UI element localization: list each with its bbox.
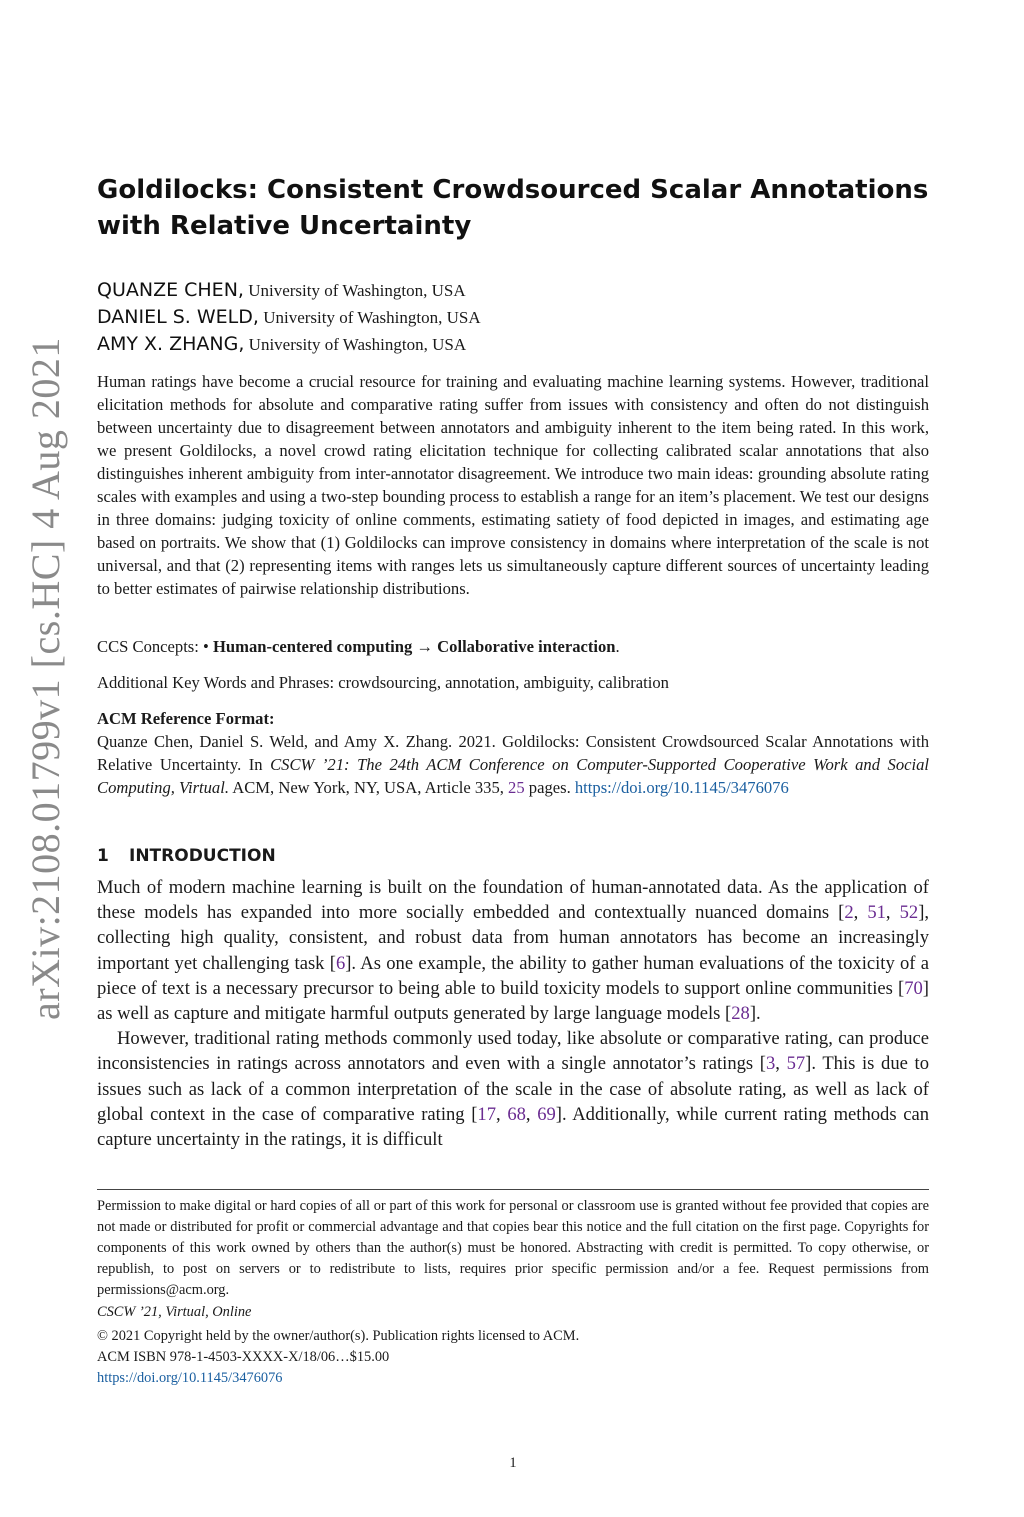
author-name: DANIEL S. WELD, bbox=[97, 306, 259, 328]
citation-link[interactable]: 28 bbox=[731, 1003, 750, 1025]
author-entry bbox=[97, 277, 929, 304]
isbn-line: ACM ISBN 978-1-4503-XXXX-X/18/06…$15.00 bbox=[97, 1349, 390, 1365]
footnote-doi-link[interactable]: https://doi.org/10.1145/3476076 bbox=[97, 1370, 283, 1386]
text-run: ]. bbox=[749, 1003, 761, 1025]
acm-reference-heading: ACM Reference Format: bbox=[97, 709, 275, 728]
acm-reference-publisher: ACM, New York, NY, USA, Article 335, bbox=[229, 778, 509, 797]
text-run: Much of modern machine learning is built on the foundation of human-annotated data. As the application of these models has expanded into more socially embedded and contextually nuanced domains [ bbox=[97, 877, 929, 924]
page-number: 1 bbox=[509, 1455, 517, 1471]
citation-link[interactable]: 52 bbox=[899, 902, 919, 924]
permission-notice: Permission to make digital or hard copies of all or part of this work for personal or classroom use is granted without fee provided that copies are not made or distributed for profit or commercial advantage and that copies bear this notice and the full citation on the first page. Copyrights for components of this work owned by others than the author(s) must be honored. Abstracting with credit is permitted. To copy otherwise, or republish, to post on servers or to redistribute to lists, requires prior specific permission and/or a fee. Request permissions from permissions@acm.org. bbox=[97, 1198, 929, 1298]
footnote-divider bbox=[97, 1189, 929, 1190]
text-run: ]. Additionally, while current rating methods can capture uncertainty in the ratings, it is difficult bbox=[97, 1103, 930, 1151]
author-affiliation: University of Washington, USA bbox=[258, 308, 481, 327]
page-count-link[interactable]: 25 bbox=[508, 778, 525, 797]
paragraph: Much of modern machine learning is built on the foundation of human-annotated data. As the application of these models has expanded into more socially embedded and contextually nuanced domains [2, 51, 52], collecting high quality, consistent, and robust data from human annotators has become an increasingly important yet challenging task [6]. As one example, the ability to gather human evaluations of the toxicity of a piece of text is a necessary precursor to being able to build toxicity models to support online communities [70] as well as capture and mitigate harmful outputs generated by large language models [28]. bbox=[97, 877, 930, 1025]
text-run: ] as well as capture and mitigate harmful outputs generated by large language models [ bbox=[97, 977, 929, 1025]
author-affiliation: University of Washington, USA bbox=[243, 281, 466, 300]
author-entry bbox=[97, 331, 929, 358]
introduction-body bbox=[97, 875, 929, 1152]
section-title: INTRODUCTION bbox=[129, 846, 276, 866]
author-name: AMY X. ZHANG, bbox=[97, 333, 245, 355]
citation-link[interactable]: 2 bbox=[844, 902, 854, 924]
acm-reference-text: Quanze Chen, Daniel S. Weld, and Amy X. Zhang. 2021. Goldilocks: Consistent Crowdsourced Scalar Annotations with Relative Uncertainty. In bbox=[97, 732, 929, 774]
doi-link[interactable]: https://doi.org/10.1145/3476076 bbox=[574, 778, 789, 797]
ccs-concepts bbox=[97, 635, 929, 658]
ccs-end: . bbox=[615, 637, 620, 656]
ccs-subconcept: Collaborative interaction bbox=[437, 637, 616, 656]
text-run: ]. This is due to issues such as lack of a common interpretation of the scale in the case of absolute rating, as well as lack of global context in the case of comparative rating [ bbox=[97, 1053, 929, 1125]
paragraph: However, traditional rating methods commonly used today, like absolute or comparative rating, can produce inconsistencies in ratings across annotators and even with a single annotator’s ratings [3, 57]. This is due to issues such as lack of a common interpretation of the scale in the case of absolute rating, as well as lack of global context in the case of comparative rating [17, 68, 69]. Additionally, while current rating methods can capture uncertainty in the ratings, it is difficult bbox=[97, 1028, 930, 1151]
pages-label: pages. bbox=[524, 778, 575, 797]
author-name: QUANZE CHEN, bbox=[97, 279, 244, 301]
text-run: ], collecting high quality, consistent, and robust data from human annotators has become an increasingly important yet challenging task [ bbox=[97, 902, 930, 974]
abstract: Human ratings have become a crucial resource for training and evaluating machine learning systems. However, traditional elicitation methods for absolute and comparative rating suffer from issues with consistency and often do not distinguish between uncertainty due to disagreement between annotators and ambiguity inherent to the item being rated. In this work, we present Goldilocks, a novel crowd rating elicitation technique for collecting calibrated scalar annotations that also distinguishes inherent ambiguity from inter-annotator disagreement. We introduce two main ideas: grounding absolute rating scales with examples and using a two-step bounding process to establish a range for an item’s placement. We test our designs in three domains: judging toxicity of online comments, estimating satiety of food depicted in images, and estimating age based on portraits. We show that (1) Goldilocks can improve consistency in domains where interpretation of the scale is not universal, and that (2) representing items with ranges lets us simultaneously capture different sources of uncertainty leading to better estimates of pairwise relationship distributions. bbox=[97, 372, 929, 598]
section-number: 1 bbox=[97, 846, 109, 866]
author-affiliation: University of Washington, USA bbox=[244, 335, 467, 354]
citation-link[interactable]: 51 bbox=[867, 902, 886, 924]
citation-link[interactable]: 3 bbox=[765, 1053, 776, 1075]
citation-link[interactable]: 57 bbox=[786, 1053, 806, 1075]
text-run: ]. As one example, the ability to gather human evaluations of the toxicity of a piece of text is a necessary precursor to being able to build toxicity models to support online communities [ bbox=[97, 952, 929, 999]
ccs-concept: Human-centered computing bbox=[213, 637, 413, 656]
citation-link[interactable]: 70 bbox=[904, 977, 923, 999]
copyright-line: © 2021 Copyright held by the owner/author(s). Publication rights licensed to ACM. bbox=[97, 1328, 580, 1344]
acm-reference-format bbox=[97, 707, 929, 799]
paper-title: Goldilocks: Consistent Crowdsourced Scalar Annotations with Relative Uncertainty bbox=[97, 175, 929, 241]
citation-link[interactable]: 17 bbox=[477, 1103, 497, 1125]
citation-link[interactable]: 68 bbox=[507, 1103, 526, 1125]
citation-link[interactable]: 6 bbox=[335, 952, 346, 974]
ccs-arrow: → bbox=[412, 637, 438, 656]
conference-line: CSCW ’21, Virtual, Online bbox=[97, 1304, 252, 1320]
author-entry bbox=[97, 304, 929, 331]
keywords: Additional Key Words and Phrases: crowdsourcing, annotation, ambiguity, calibration bbox=[97, 673, 669, 692]
text-run: However, traditional rating methods commonly used today, like absolute or comparative rating, can produce inconsistencies in ratings across annotators and even with a single annotator’s ratings [ bbox=[97, 1028, 929, 1075]
acm-reference-venue: CSCW ’21: The 24th ACM Conference on Computer-Supported Cooperative Work and Social Computing, Virtual. bbox=[97, 755, 929, 797]
citation-link[interactable]: 69 bbox=[537, 1103, 556, 1125]
arxiv-identifier-stamp: arXiv:2108.01799v1 [cs.HC] 4 Aug 2021 bbox=[23, 337, 68, 1020]
ccs-label: CCS Concepts: • bbox=[97, 637, 213, 656]
section-heading bbox=[97, 843, 929, 869]
author-list bbox=[97, 277, 929, 358]
